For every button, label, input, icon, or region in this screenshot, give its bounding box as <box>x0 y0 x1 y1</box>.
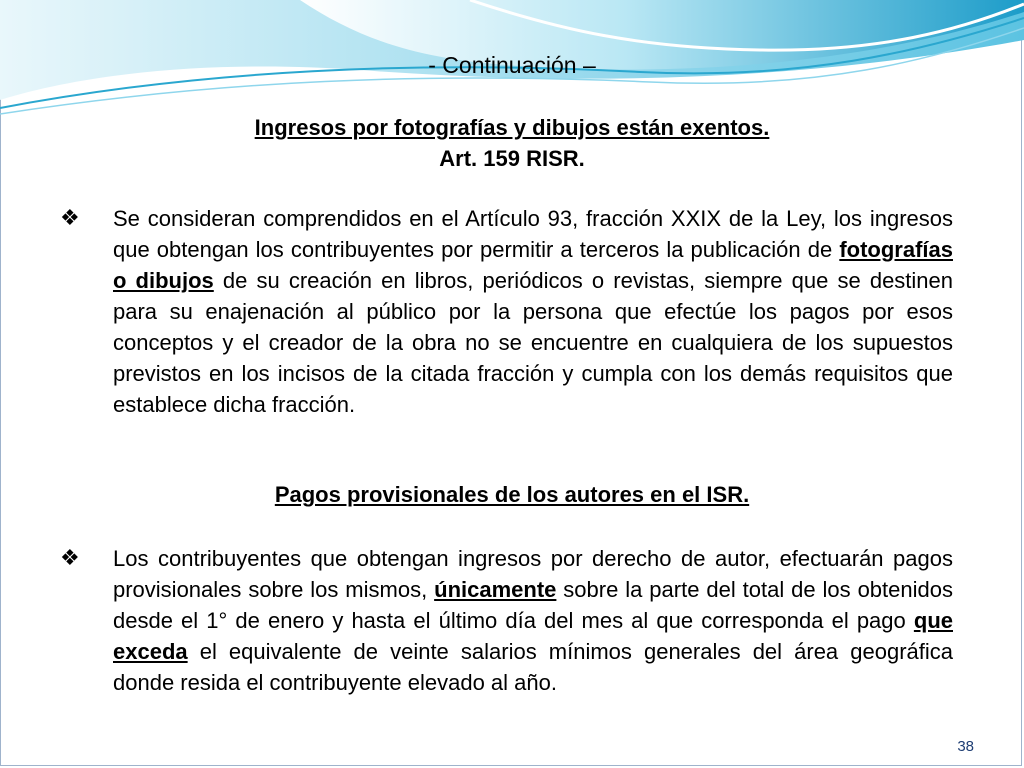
diamond-bullet-icon: ❖ <box>60 205 80 230</box>
paragraph-text: Se consideran comprendidos en el Artículo 93, fracción XXIX de la Ley, los ingresos que obtengan los contribuyentes por permitir a terceros la publicación de <box>113 206 953 262</box>
emphasis-text: únicamente <box>434 577 557 602</box>
heading-exempt-income: Ingresos por fotografías y dibujos están exentos. <box>254 115 770 140</box>
paragraph-text: el equivalente de veinte salarios mínimos generales del área geográfica donde resida el contribuyente elevado al año. <box>113 639 953 695</box>
slide-subtitle: - Continuación – <box>428 52 596 78</box>
paragraph-text: de su creación en libros, periódicos o revistas, siempre que se destinen para su enajenación al público por la persona que efectúe los pagos por esos conceptos y el creador de la obra no se encuentre en cualquiera de los supuestos previstos en los incisos de la citada fracción y cumpla con los demás requisitos que establece dicha fracción. <box>113 268 954 417</box>
emphasis-text: fotografías o dibujos <box>113 237 953 293</box>
diamond-bullet-icon: ❖ <box>60 545 80 570</box>
emphasis-text: que exceda <box>113 608 953 664</box>
bullet-paragraph <box>113 203 953 420</box>
bullet-item-exempt-income <box>60 203 953 420</box>
heading-article-reference: Art. 159 RISR. <box>439 146 585 171</box>
bullet-paragraph <box>113 543 953 698</box>
paragraph-text: sobre la parte del total de los obtenidos desde el 1° de enero y hasta el último día del mes al que corresponda el pago <box>113 577 953 633</box>
paragraph-text: Los contribuyentes que obtengan ingresos por derecho de autor, efectuarán pagos provisionales sobre los mismos, <box>113 546 953 602</box>
bullet-item-provisional-payments <box>60 543 953 698</box>
heading-provisional-payments: Pagos provisionales de los autores en el ISR. <box>274 482 750 507</box>
page-number: 38 <box>957 738 974 755</box>
